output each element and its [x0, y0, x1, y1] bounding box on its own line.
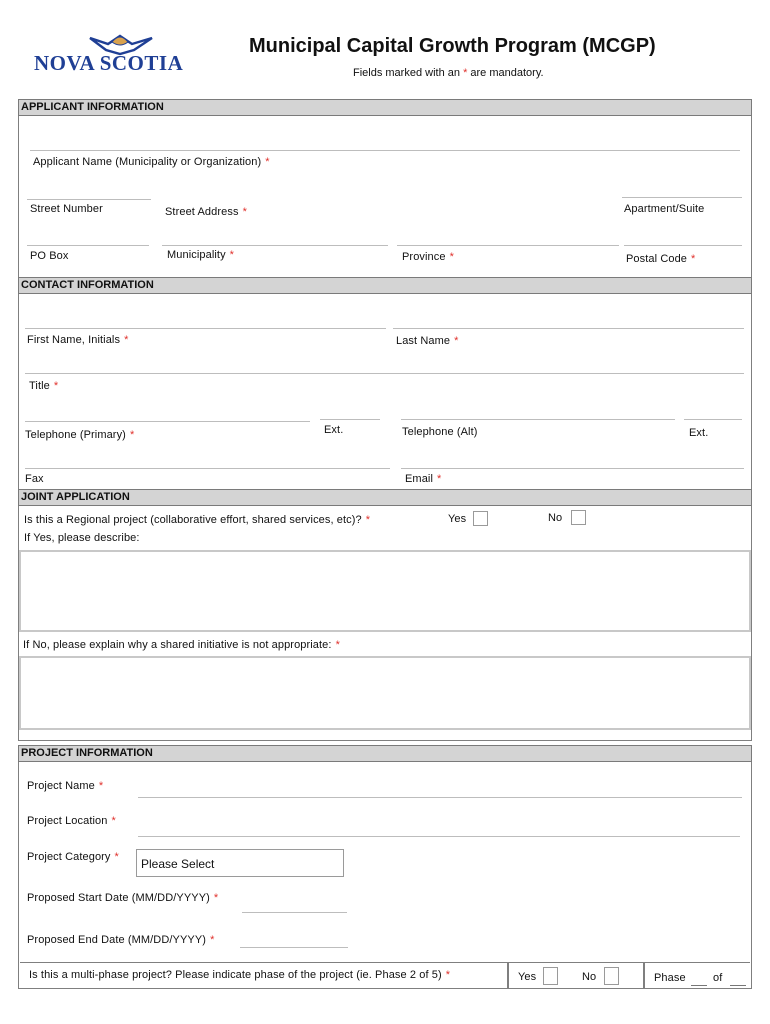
street-number-label: Street Number: [30, 203, 103, 215]
if-no-label: If No, please explain why a shared initiative is not appropriate: *: [23, 639, 340, 651]
telephone-alt-input[interactable]: [401, 419, 675, 420]
postal-code-label: Postal Code *: [626, 253, 696, 265]
section-applicant: APPLICANT INFORMATION: [18, 99, 752, 116]
project-name-input[interactable]: [138, 797, 742, 798]
multi-phase-divider-2: [643, 962, 645, 988]
applicant-name-label: Applicant Name (Municipality or Organization) *: [33, 156, 270, 168]
ext2-label: Ext.: [689, 427, 709, 439]
multi-phase-yes-checkbox[interactable]: [543, 967, 558, 985]
section-project: PROJECT INFORMATION: [18, 745, 752, 762]
last-name-label: Last Name *: [396, 335, 459, 347]
multi-phase-no-checkbox[interactable]: [604, 967, 619, 985]
project-category-label: Project Category *: [27, 851, 119, 863]
if-no-textarea[interactable]: [19, 656, 751, 730]
telephone-primary-input[interactable]: [25, 421, 310, 422]
project-category-select[interactable]: [136, 849, 344, 877]
form-frame-bottom: [18, 745, 752, 989]
phase-of-label: of: [713, 972, 723, 984]
province-label: Province *: [402, 251, 454, 263]
last-name-input[interactable]: [393, 328, 744, 329]
section-joint: JOINT APPLICATION: [18, 489, 752, 506]
po-box-label: PO Box: [30, 250, 69, 262]
ext1-label: Ext.: [324, 424, 344, 436]
municipality-label: Municipality *: [167, 249, 235, 261]
regional-no-checkbox[interactable]: [571, 510, 586, 525]
apartment-input[interactable]: [622, 197, 742, 198]
end-date-input[interactable]: [240, 947, 348, 948]
email-label: Email *: [405, 473, 442, 485]
phase-total-input[interactable]: [730, 985, 746, 986]
ext2-input[interactable]: [684, 419, 742, 420]
logo-text: NOVA SCOTIA: [34, 51, 184, 75]
end-date-label: Proposed End Date (MM/DD/YYYY) *: [27, 934, 215, 946]
first-name-input[interactable]: [25, 328, 386, 329]
start-date-label: Proposed Start Date (MM/DD/YYYY) *: [27, 892, 219, 904]
street-number-input[interactable]: [27, 199, 151, 200]
regional-no-label: No: [548, 512, 563, 524]
if-yes-textarea[interactable]: [19, 550, 751, 632]
logo: [34, 30, 194, 78]
ext1-input[interactable]: [320, 419, 380, 420]
telephone-alt-label: Telephone (Alt): [402, 426, 478, 438]
province-input[interactable]: [397, 245, 619, 246]
section-contact: CONTACT INFORMATION: [18, 277, 752, 294]
street-address-label: Street Address *: [165, 206, 247, 218]
project-name-label: Project Name *: [27, 780, 104, 792]
regional-question: Is this a Regional project (collaborative effort, shared services, etc)? *: [24, 514, 371, 526]
email-input[interactable]: [401, 468, 744, 469]
municipality-input[interactable]: [162, 245, 388, 246]
page-title: Municipal Capital Growth Program (MCGP): [249, 35, 656, 57]
regional-yes-label: Yes: [448, 513, 467, 525]
multi-phase-yes-label: Yes: [518, 971, 537, 983]
if-yes-label: If Yes, please describe:: [24, 532, 140, 544]
phase-number-input[interactable]: [691, 985, 707, 986]
project-location-label: Project Location *: [27, 815, 116, 827]
telephone-primary-label: Telephone (Primary) *: [25, 429, 135, 441]
postal-code-input[interactable]: [624, 245, 742, 246]
project-location-input[interactable]: [138, 836, 740, 837]
po-box-input[interactable]: [27, 245, 149, 246]
multi-phase-divider-1: [507, 962, 509, 988]
title-input[interactable]: [25, 373, 744, 374]
fax-label: Fax: [25, 473, 44, 485]
regional-yes-checkbox[interactable]: [473, 511, 488, 526]
fax-input[interactable]: [25, 468, 390, 469]
multi-phase-label: Is this a multi-phase project? Please indicate phase of the project (ie. Phase 2 of 5) *: [29, 969, 451, 981]
first-name-label: First Name, Initials *: [27, 334, 129, 346]
multi-phase-no-label: No: [582, 971, 597, 983]
start-date-input[interactable]: [242, 912, 347, 913]
title-label: Title *: [29, 380, 59, 392]
mandatory-note: Fields marked with an * are mandatory.: [353, 67, 544, 79]
phase-label: Phase: [654, 972, 686, 984]
apartment-label: Apartment/Suite: [624, 203, 705, 215]
project-category-value: Please Select: [141, 857, 215, 871]
applicant-name-input[interactable]: [30, 150, 740, 151]
